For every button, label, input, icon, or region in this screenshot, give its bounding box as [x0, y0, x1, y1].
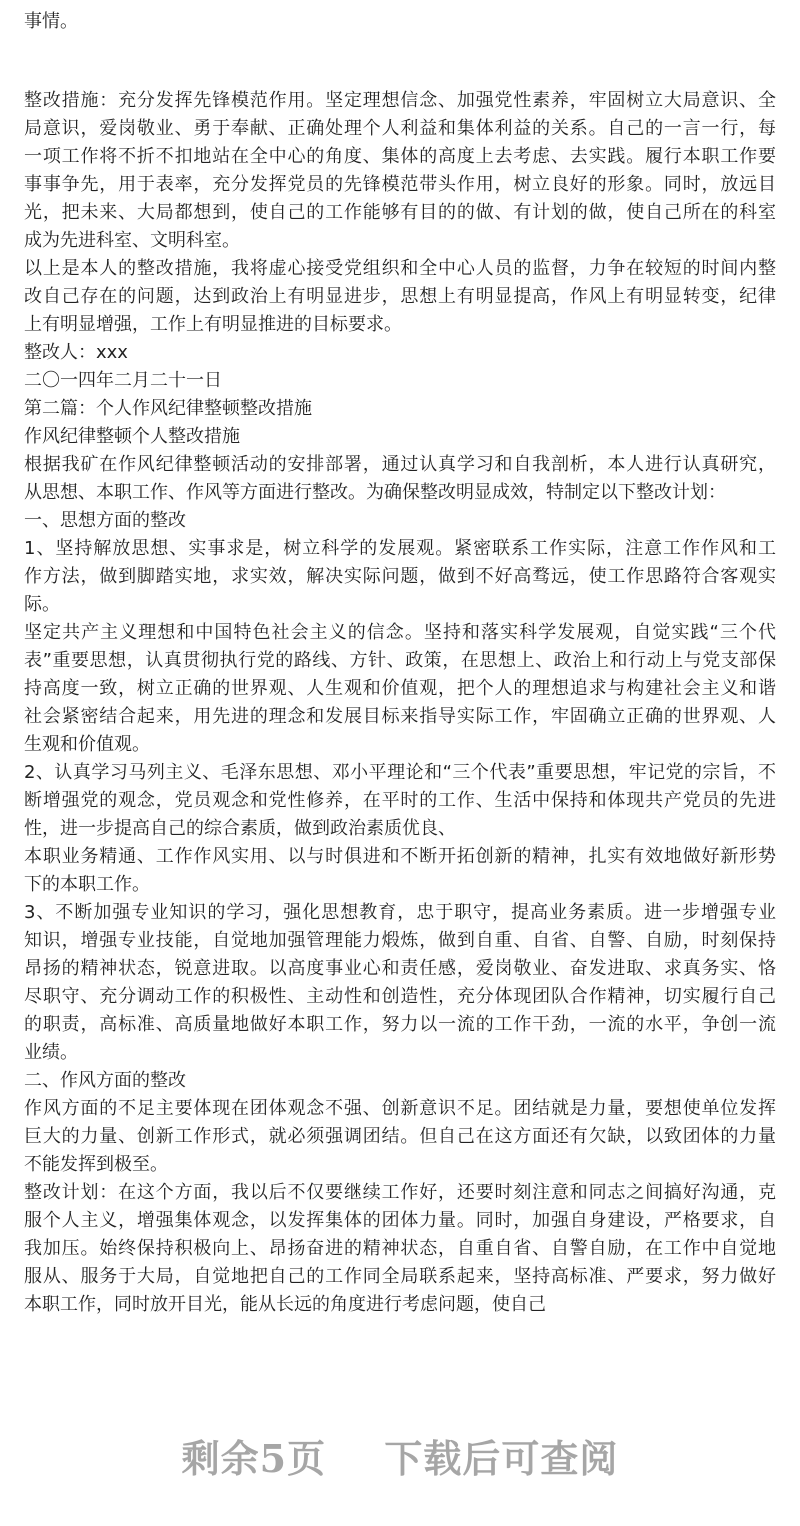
paragraph: [24, 1067, 776, 1095]
text-line: 一、思想方面的整改: [24, 510, 186, 531]
text-line: 不能发挥到极至。: [24, 1154, 168, 1175]
paragraph: [24, 87, 776, 255]
paragraph-spacer: [24, 36, 776, 87]
text-line: 整改人：xxx: [24, 342, 128, 363]
paragraph: [24, 339, 776, 367]
text-line: 根据我矿在作风纪律整顿活动的安排部署，通过认真学习和自我剖析，本人进行认真研究，: [24, 454, 776, 475]
text-line: 本职业务精通、工作作风实用、以与时俱进和不断开拓创新的精神，扎实有效地做好新形势: [24, 846, 776, 867]
text-line: 成为先进科室、文明科室。: [24, 230, 240, 251]
download-banner[interactable]: [0, 1428, 800, 1483]
text-line: 昂扬的精神状态，锐意进取。以高度事业心和责任感，爱岗敬业、奋发进取、求真务实、恪: [24, 958, 776, 979]
text-line: 本职工作，同时放开目光，能从长远的角度进行考虑问题，使自己: [24, 1294, 546, 1315]
text-line: 业绩。: [24, 1042, 78, 1063]
paragraph: [24, 8, 776, 36]
text-line: 的职责，高标准、高质量地做好本职工作，努力以一流的工作干劲，一流的水平，争创一流: [24, 1014, 776, 1035]
text-line: 持高度一致，树立正确的世界观、人生观和价值观，把个人的理想追求与构建社会主义和谐: [24, 678, 776, 699]
text-line: 2、认真学习马列主义、毛泽东思想、邓小平理论和“三个代表”重要思想，牢记党的宗旨，不: [24, 762, 776, 783]
text-line: 服个人主义，增强集体观念，以发挥集体的团体力量。同时，加强自身建设，严格要求，自: [24, 1210, 776, 1231]
text-line: 上有明显增强，工作上有明显推进的目标要求。: [24, 314, 402, 335]
paragraph: [24, 255, 776, 339]
text-line: 二〇一四年二月二十一日: [24, 370, 222, 391]
text-line: 事事争先，用于表率，充分发挥党员的先锋模范带头作用，树立良好的形象。同时，放远目: [24, 174, 776, 195]
text-line: 断增强党的观念，党员观念和党性修养，在平时的工作、生活中保持和体现共产党员的先进: [24, 790, 776, 811]
text-line: 从思想、本职工作、作风等方面进行整改。为确保整改明显成效，特制定以下整改计划：: [24, 482, 726, 503]
document-body: [24, 8, 776, 1319]
download-to-view-label[interactable]: 下载后可查阅: [384, 1436, 619, 1481]
text-line: 第二篇：个人作风纪律整顿整改措施: [24, 398, 312, 419]
text-line: 性，进一步提高自己的综合素质，做到政治素质优良、: [24, 818, 456, 839]
text-line: 下的本职工作。: [24, 874, 150, 895]
paragraph: [24, 843, 776, 899]
text-line: 社会紧密结合起来，用先进的理念和发展目标来指导实际工作，牢固确立正确的世界观、人: [24, 706, 776, 727]
text-line: 一项工作将不折不扣地站在全中心的角度、集体的高度上去考虑、去实践。履行本职工作要: [24, 146, 776, 167]
paragraph: [24, 759, 776, 843]
text-line: 际。: [24, 594, 60, 615]
paragraph: [24, 395, 776, 423]
paragraph: [24, 451, 776, 507]
text-line: 光，把未来、大局都想到，使自己的工作能够有目的的做、有计划的做，使自己所在的科室: [24, 202, 776, 223]
text-line: 局意识，爱岗敬业、勇于奉献、正确处理个人利益和集体利益的关系。自己的一言一行，每: [24, 118, 776, 139]
remaining-pages-label: 剩余5页: [181, 1436, 327, 1481]
text-line: 表”重要思想，认真贯彻执行党的路线、方针、政策，在思想上、政治上和行动上与党支部保: [24, 650, 776, 671]
text-line: 知识，增强专业技能，自觉地加强管理能力煅炼，做到自重、自省、自警、自励，时刻保持: [24, 930, 776, 951]
text-line: 巨大的力量、创新工作形式，就必须强调团结。但自己在这方面还有欠缺，以致团体的力量: [24, 1126, 776, 1147]
paragraph: [24, 1095, 776, 1179]
text-line: 二、作风方面的整改: [24, 1070, 186, 1091]
text-line: 我加压。始终保持积极向上、昂扬奋进的精神状态，自重自省、自警自励，在工作中自觉地: [24, 1238, 776, 1259]
text-line: 整改计划：在这个方面，我以后不仅要继续工作好，还要时刻注意和同志之间搞好沟通，克: [24, 1182, 776, 1203]
text-line: 改自己存在的问题，达到政治上有明显进步，思想上有明显提高，作风上有明显转变，纪律: [24, 286, 776, 307]
paragraph: [24, 899, 776, 1067]
text-line: 尽职守、充分调动工作的积极性、主动性和创造性，充分体现团队合作精神，切实履行自己: [24, 986, 776, 1007]
text-line: 3、不断加强专业知识的学习，强化思想教育，忠于职守，提高业务素质。进一步增强专业: [24, 902, 776, 923]
text-line: 事情。: [24, 11, 78, 32]
text-line: 1、坚持解放思想、实事求是，树立科学的发展观。紧密联系工作实际，注意工作作风和工: [24, 538, 776, 559]
text-line: 整改措施：充分发挥先锋模范作用。坚定理想信念、加强党性素养，牢固树立大局意识、全: [24, 90, 776, 111]
paragraph: [24, 535, 776, 619]
text-line: 坚定共产主义理想和中国特色社会主义的信念。坚持和落实科学发展观，自觉实践“三个代: [24, 622, 776, 643]
text-line: 服从、服务于大局，自觉地把自己的工作同全局联系起来，坚持高标准、严要求，努力做好: [24, 1266, 776, 1287]
text-line: 作方法，做到脚踏实地，求实效，解决实际问题，做到不好高骛远，使工作思路符合客观实: [24, 566, 776, 587]
paragraph: [24, 619, 776, 759]
paragraph: [24, 1179, 776, 1319]
paragraph: [24, 367, 776, 395]
paragraph: [24, 507, 776, 535]
paragraph: [24, 423, 776, 451]
text-line: 作风方面的不足主要体现在团体观念不强、创新意识不足。团结就是力量，要想使单位发挥: [24, 1098, 776, 1119]
text-line: 生观和价值观。: [24, 734, 150, 755]
text-line: 以上是本人的整改措施，我将虚心接受党组织和全中心人员的监督，力争在较短的时间内整: [24, 258, 776, 279]
text-line: 作风纪律整顿个人整改措施: [24, 426, 240, 447]
